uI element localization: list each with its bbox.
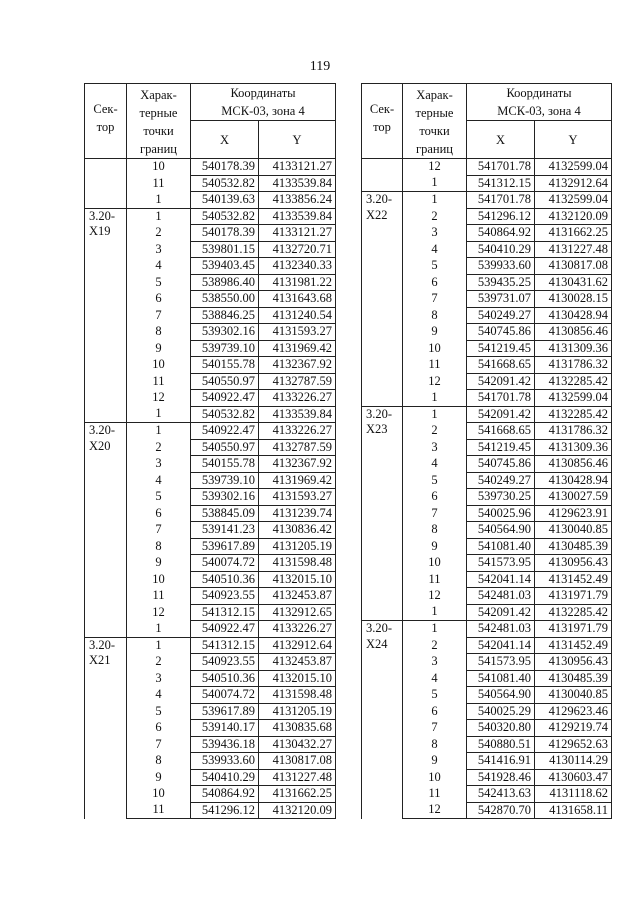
x-coordinate-cell: 540155.78 — [191, 357, 259, 374]
point-number-cell: 5 — [403, 687, 467, 704]
x-coordinate-cell: 539933.60 — [191, 753, 259, 770]
y-coordinate-cell: 4132285.42 — [535, 604, 612, 621]
point-number-cell: 12 — [403, 802, 467, 819]
y-coordinate-cell: 4132599.04 — [535, 192, 612, 209]
point-number-cell: 11 — [127, 373, 191, 390]
x-coordinate-cell: 540532.82 — [191, 406, 259, 423]
x-coordinate-cell: 539403.45 — [191, 258, 259, 275]
point-number-cell: 2 — [127, 439, 191, 456]
x-coordinate-cell: 538846.25 — [191, 307, 259, 324]
coordinates-table-right — [361, 83, 612, 819]
header-boundary-points: Харак- терные точки границ — [403, 84, 467, 159]
point-number-cell: 1 — [403, 175, 467, 192]
x-coordinate-cell: 541312.15 — [467, 175, 535, 192]
x-coordinate-cell: 540923.55 — [191, 588, 259, 605]
y-coordinate-cell: 4130114.29 — [535, 753, 612, 770]
point-number-cell: 2 — [403, 208, 467, 225]
point-number-cell: 2 — [403, 637, 467, 654]
y-coordinate-cell: 4131118.62 — [535, 786, 612, 803]
x-coordinate-cell: 540880.51 — [467, 736, 535, 753]
y-coordinate-cell: 4131309.36 — [535, 439, 612, 456]
y-coordinate-cell: 4133226.27 — [259, 621, 336, 638]
x-coordinate-cell: 540564.90 — [467, 687, 535, 704]
point-number-cell: 2 — [403, 423, 467, 440]
y-coordinate-cell: 4130040.85 — [535, 687, 612, 704]
y-coordinate-cell: 4132720.71 — [259, 241, 336, 258]
x-coordinate-cell: 540178.39 — [191, 159, 259, 176]
point-number-cell: 8 — [403, 522, 467, 539]
table-row — [85, 423, 336, 440]
y-coordinate-cell: 4131643.68 — [259, 291, 336, 308]
point-number-cell: 8 — [127, 753, 191, 770]
x-coordinate-cell: 542481.03 — [467, 621, 535, 638]
x-coordinate-cell: 542091.42 — [467, 406, 535, 423]
point-number-cell: 12 — [127, 390, 191, 407]
point-number-cell: 4 — [127, 687, 191, 704]
point-number-cell: 6 — [127, 720, 191, 737]
x-coordinate-cell: 542041.14 — [467, 571, 535, 588]
table-row — [85, 637, 336, 654]
x-coordinate-cell: 542091.42 — [467, 604, 535, 621]
y-coordinate-cell: 4131598.48 — [259, 687, 336, 704]
point-number-cell: 7 — [127, 522, 191, 539]
point-number-cell: 1 — [127, 208, 191, 225]
x-coordinate-cell: 541312.15 — [191, 604, 259, 621]
y-coordinate-cell: 4131971.79 — [535, 588, 612, 605]
x-coordinate-cell: 540564.90 — [467, 522, 535, 539]
x-coordinate-cell: 541296.12 — [467, 208, 535, 225]
point-number-cell: 2 — [127, 654, 191, 671]
x-coordinate-cell: 539617.89 — [191, 538, 259, 555]
y-coordinate-cell: 4132285.42 — [535, 373, 612, 390]
x-coordinate-cell: 539302.16 — [191, 324, 259, 341]
x-coordinate-cell: 540550.97 — [191, 373, 259, 390]
y-coordinate-cell: 4130856.46 — [535, 456, 612, 473]
y-coordinate-cell: 4132787.59 — [259, 439, 336, 456]
point-number-cell: 12 — [127, 604, 191, 621]
table-row — [362, 192, 612, 209]
point-number-cell: 5 — [127, 703, 191, 720]
x-coordinate-cell: 542870.70 — [467, 802, 535, 819]
point-number-cell: 11 — [127, 802, 191, 819]
point-number-cell: 1 — [127, 423, 191, 440]
x-coordinate-cell: 538845.09 — [191, 505, 259, 522]
y-coordinate-cell: 4131227.48 — [259, 769, 336, 786]
y-coordinate-cell: 4131309.36 — [535, 340, 612, 357]
point-number-cell: 10 — [127, 357, 191, 374]
x-coordinate-cell: 540745.86 — [467, 456, 535, 473]
x-coordinate-cell: 540139.63 — [191, 192, 259, 209]
point-number-cell: 7 — [127, 307, 191, 324]
y-coordinate-cell: 4131786.32 — [535, 357, 612, 374]
x-coordinate-cell: 539302.16 — [191, 489, 259, 506]
x-coordinate-cell: 540532.82 — [191, 175, 259, 192]
point-number-cell: 3 — [403, 654, 467, 671]
point-number-cell: 4 — [403, 456, 467, 473]
y-coordinate-cell: 4132367.92 — [259, 456, 336, 473]
point-number-cell: 12 — [403, 588, 467, 605]
x-coordinate-cell: 540410.29 — [467, 241, 535, 258]
y-coordinate-cell: 4129652.63 — [535, 736, 612, 753]
x-coordinate-cell: 541416.91 — [467, 753, 535, 770]
y-coordinate-cell: 4132453.87 — [259, 654, 336, 671]
y-coordinate-cell: 4132015.10 — [259, 571, 336, 588]
x-coordinate-cell: 539140.17 — [191, 720, 259, 737]
x-coordinate-cell: 540320.80 — [467, 720, 535, 737]
y-coordinate-cell: 4132285.42 — [535, 406, 612, 423]
point-number-cell: 1 — [403, 621, 467, 638]
x-coordinate-cell: 538986.40 — [191, 274, 259, 291]
x-coordinate-cell: 541081.40 — [467, 538, 535, 555]
point-number-cell: 11 — [403, 786, 467, 803]
y-coordinate-cell: 4131662.25 — [259, 786, 336, 803]
y-coordinate-cell: 4132912.64 — [535, 175, 612, 192]
x-coordinate-cell: 540025.96 — [467, 505, 535, 522]
point-number-cell: 1 — [127, 406, 191, 423]
x-coordinate-cell: 541219.45 — [467, 439, 535, 456]
x-coordinate-cell: 541668.65 — [467, 357, 535, 374]
x-coordinate-cell: 540550.97 — [191, 439, 259, 456]
y-coordinate-cell: 4130956.43 — [535, 555, 612, 572]
y-coordinate-cell: 4131658.11 — [535, 802, 612, 819]
point-number-cell: 6 — [127, 291, 191, 308]
y-coordinate-cell: 4132340.33 — [259, 258, 336, 275]
y-coordinate-cell: 4132787.59 — [259, 373, 336, 390]
y-coordinate-cell: 4132599.04 — [535, 390, 612, 407]
y-coordinate-cell: 4132912.64 — [259, 637, 336, 654]
x-coordinate-cell: 542481.03 — [467, 588, 535, 605]
header-x: X — [191, 121, 259, 159]
point-number-cell: 9 — [127, 555, 191, 572]
y-coordinate-cell: 4130817.08 — [535, 258, 612, 275]
x-coordinate-cell: 541296.12 — [191, 802, 259, 819]
y-coordinate-cell: 4130432.27 — [259, 736, 336, 753]
point-number-cell: 9 — [403, 538, 467, 555]
y-coordinate-cell: 4130040.85 — [535, 522, 612, 539]
y-coordinate-cell: 4132120.09 — [535, 208, 612, 225]
y-coordinate-cell: 4133856.24 — [259, 192, 336, 209]
point-number-cell: 8 — [403, 307, 467, 324]
y-coordinate-cell: 4133539.84 — [259, 406, 336, 423]
point-number-cell: 5 — [127, 274, 191, 291]
point-number-cell: 11 — [127, 175, 191, 192]
point-number-cell: 7 — [403, 291, 467, 308]
y-coordinate-cell: 4131786.32 — [535, 423, 612, 440]
point-number-cell: 3 — [403, 439, 467, 456]
y-coordinate-cell: 4130485.39 — [535, 538, 612, 555]
header-sector: Сек- тор — [85, 84, 127, 159]
point-number-cell: 8 — [403, 736, 467, 753]
point-number-cell: 7 — [127, 736, 191, 753]
point-number-cell: 8 — [127, 538, 191, 555]
y-coordinate-cell: 4132367.92 — [259, 357, 336, 374]
y-coordinate-cell: 4130835.68 — [259, 720, 336, 737]
y-coordinate-cell: 4131969.42 — [259, 472, 336, 489]
y-coordinate-cell: 4132015.10 — [259, 670, 336, 687]
point-number-cell: 2 — [127, 225, 191, 242]
y-coordinate-cell: 4132912.65 — [259, 604, 336, 621]
x-coordinate-cell: 541573.95 — [467, 654, 535, 671]
point-number-cell: 6 — [403, 703, 467, 720]
x-coordinate-cell: 540178.39 — [191, 225, 259, 242]
x-coordinate-cell: 539731.07 — [467, 291, 535, 308]
x-coordinate-cell: 540864.92 — [191, 786, 259, 803]
y-coordinate-cell: 4131969.42 — [259, 340, 336, 357]
x-coordinate-cell: 541573.95 — [467, 555, 535, 572]
x-coordinate-cell: 541081.40 — [467, 670, 535, 687]
x-coordinate-cell: 540864.92 — [467, 225, 535, 242]
point-number-cell: 5 — [403, 258, 467, 275]
point-number-cell: 1 — [127, 192, 191, 209]
table-row — [362, 159, 612, 176]
point-number-cell: 10 — [127, 786, 191, 803]
point-number-cell: 1 — [403, 604, 467, 621]
point-number-cell: 7 — [403, 720, 467, 737]
point-number-cell: 11 — [403, 571, 467, 588]
y-coordinate-cell: 4130956.43 — [535, 654, 612, 671]
header-x: X — [467, 121, 535, 159]
x-coordinate-cell: 539617.89 — [191, 703, 259, 720]
point-number-cell: 12 — [403, 373, 467, 390]
sector-cell: 3.20- Х21 — [85, 637, 127, 819]
point-number-cell: 1 — [127, 621, 191, 638]
x-coordinate-cell: 539436.18 — [191, 736, 259, 753]
y-coordinate-cell: 4131227.48 — [535, 241, 612, 258]
y-coordinate-cell: 4130856.46 — [535, 324, 612, 341]
x-coordinate-cell: 541701.78 — [467, 192, 535, 209]
point-number-cell: 9 — [127, 769, 191, 786]
y-coordinate-cell: 4130028.15 — [535, 291, 612, 308]
x-coordinate-cell: 539141.23 — [191, 522, 259, 539]
x-coordinate-cell: 539739.10 — [191, 472, 259, 489]
x-coordinate-cell: 542041.14 — [467, 637, 535, 654]
point-number-cell: 9 — [403, 753, 467, 770]
point-number-cell: 9 — [127, 340, 191, 357]
y-coordinate-cell: 4132599.04 — [535, 159, 612, 176]
y-coordinate-cell: 4129219.74 — [535, 720, 612, 737]
x-coordinate-cell: 540074.72 — [191, 555, 259, 572]
y-coordinate-cell: 4132120.09 — [259, 802, 336, 819]
x-coordinate-cell: 540510.36 — [191, 670, 259, 687]
x-coordinate-cell: 540745.86 — [467, 324, 535, 341]
x-coordinate-cell: 540025.29 — [467, 703, 535, 720]
point-number-cell: 10 — [127, 159, 191, 176]
point-number-cell: 3 — [127, 241, 191, 258]
x-coordinate-cell: 541701.78 — [467, 159, 535, 176]
y-coordinate-cell: 4130603.47 — [535, 769, 612, 786]
sector-cell: 3.20- Х22 — [362, 192, 403, 407]
y-coordinate-cell: 4129623.91 — [535, 505, 612, 522]
y-coordinate-cell: 4129623.46 — [535, 703, 612, 720]
y-coordinate-cell: 4131205.19 — [259, 538, 336, 555]
point-number-cell: 10 — [403, 769, 467, 786]
y-coordinate-cell: 4131662.25 — [535, 225, 612, 242]
y-coordinate-cell: 4131593.27 — [259, 324, 336, 341]
point-number-cell: 6 — [127, 505, 191, 522]
x-coordinate-cell: 540074.72 — [191, 687, 259, 704]
point-number-cell: 4 — [403, 670, 467, 687]
point-number-cell: 10 — [403, 555, 467, 572]
y-coordinate-cell: 4130428.94 — [535, 307, 612, 324]
y-coordinate-cell: 4133539.84 — [259, 175, 336, 192]
x-coordinate-cell: 541219.45 — [467, 340, 535, 357]
header-boundary-points: Харак- терные точки границ — [127, 84, 191, 159]
x-coordinate-cell: 540923.55 — [191, 654, 259, 671]
point-number-cell: 1 — [403, 192, 467, 209]
point-number-cell: 3 — [127, 456, 191, 473]
y-coordinate-cell: 4131452.49 — [535, 637, 612, 654]
x-coordinate-cell: 540922.47 — [191, 390, 259, 407]
x-coordinate-cell: 539730.25 — [467, 489, 535, 506]
x-coordinate-cell: 542091.42 — [467, 373, 535, 390]
sector-cell — [362, 159, 403, 192]
header-coordinates: Координаты МСК-03, зона 4 — [191, 84, 336, 121]
table-row — [85, 208, 336, 225]
y-coordinate-cell: 4131205.19 — [259, 703, 336, 720]
y-coordinate-cell: 4131981.22 — [259, 274, 336, 291]
x-coordinate-cell: 540155.78 — [191, 456, 259, 473]
point-number-cell: 5 — [127, 489, 191, 506]
point-number-cell: 3 — [127, 670, 191, 687]
header-y: Y — [259, 121, 336, 159]
y-coordinate-cell: 4130431.62 — [535, 274, 612, 291]
x-coordinate-cell: 540532.82 — [191, 208, 259, 225]
point-number-cell: 8 — [127, 324, 191, 341]
table-row — [362, 621, 612, 638]
point-number-cell: 6 — [403, 274, 467, 291]
x-coordinate-cell: 540510.36 — [191, 571, 259, 588]
point-number-cell: 11 — [403, 357, 467, 374]
y-coordinate-cell: 4133226.27 — [259, 390, 336, 407]
header-y: Y — [535, 121, 612, 159]
point-number-cell: 11 — [127, 588, 191, 605]
y-coordinate-cell: 4133226.27 — [259, 423, 336, 440]
x-coordinate-cell: 540922.47 — [191, 621, 259, 638]
y-coordinate-cell: 4133539.84 — [259, 208, 336, 225]
x-coordinate-cell: 541668.65 — [467, 423, 535, 440]
x-coordinate-cell: 539801.15 — [191, 241, 259, 258]
point-number-cell: 3 — [403, 225, 467, 242]
y-coordinate-cell: 4133121.27 — [259, 225, 336, 242]
sector-cell: 3.20- Х19 — [85, 208, 127, 423]
y-coordinate-cell: 4132453.87 — [259, 588, 336, 605]
x-coordinate-cell: 540249.27 — [467, 472, 535, 489]
point-number-cell: 10 — [127, 571, 191, 588]
sector-cell: 3.20- Х23 — [362, 406, 403, 621]
y-coordinate-cell: 4133121.27 — [259, 159, 336, 176]
point-number-cell: 1 — [403, 406, 467, 423]
header-coordinates: Координаты МСК-03, зона 4 — [467, 84, 612, 121]
sector-cell: 3.20- Х24 — [362, 621, 403, 819]
y-coordinate-cell: 4130836.42 — [259, 522, 336, 539]
table-row — [362, 406, 612, 423]
y-coordinate-cell: 4130485.39 — [535, 670, 612, 687]
x-coordinate-cell: 540922.47 — [191, 423, 259, 440]
y-coordinate-cell: 4131452.49 — [535, 571, 612, 588]
x-coordinate-cell: 540249.27 — [467, 307, 535, 324]
sector-cell: 3.20- Х20 — [85, 423, 127, 638]
x-coordinate-cell: 538550.00 — [191, 291, 259, 308]
point-number-cell: 10 — [403, 340, 467, 357]
y-coordinate-cell: 4131239.74 — [259, 505, 336, 522]
y-coordinate-cell: 4131971.79 — [535, 621, 612, 638]
point-number-cell: 4 — [403, 241, 467, 258]
table-row — [85, 159, 336, 176]
point-number-cell: 6 — [403, 489, 467, 506]
x-coordinate-cell: 541312.15 — [191, 637, 259, 654]
y-coordinate-cell: 4130428.94 — [535, 472, 612, 489]
point-number-cell: 4 — [127, 472, 191, 489]
x-coordinate-cell: 541701.78 — [467, 390, 535, 407]
x-coordinate-cell: 542413.63 — [467, 786, 535, 803]
sector-cell — [85, 159, 127, 209]
x-coordinate-cell: 541928.46 — [467, 769, 535, 786]
page-number: 119 — [309, 59, 331, 74]
point-number-cell: 1 — [127, 637, 191, 654]
point-number-cell: 9 — [403, 324, 467, 341]
point-number-cell: 4 — [127, 258, 191, 275]
x-coordinate-cell: 540410.29 — [191, 769, 259, 786]
y-coordinate-cell: 4131593.27 — [259, 489, 336, 506]
y-coordinate-cell: 4130817.08 — [259, 753, 336, 770]
x-coordinate-cell: 539739.10 — [191, 340, 259, 357]
x-coordinate-cell: 539435.25 — [467, 274, 535, 291]
coordinates-table-left — [84, 83, 336, 819]
point-number-cell: 5 — [403, 472, 467, 489]
x-coordinate-cell: 539933.60 — [467, 258, 535, 275]
y-coordinate-cell: 4131598.48 — [259, 555, 336, 572]
point-number-cell: 1 — [403, 390, 467, 407]
y-coordinate-cell: 4130027.59 — [535, 489, 612, 506]
point-number-cell: 12 — [403, 159, 467, 176]
y-coordinate-cell: 4131240.54 — [259, 307, 336, 324]
point-number-cell: 7 — [403, 505, 467, 522]
header-sector: Сек- тор — [362, 84, 403, 159]
